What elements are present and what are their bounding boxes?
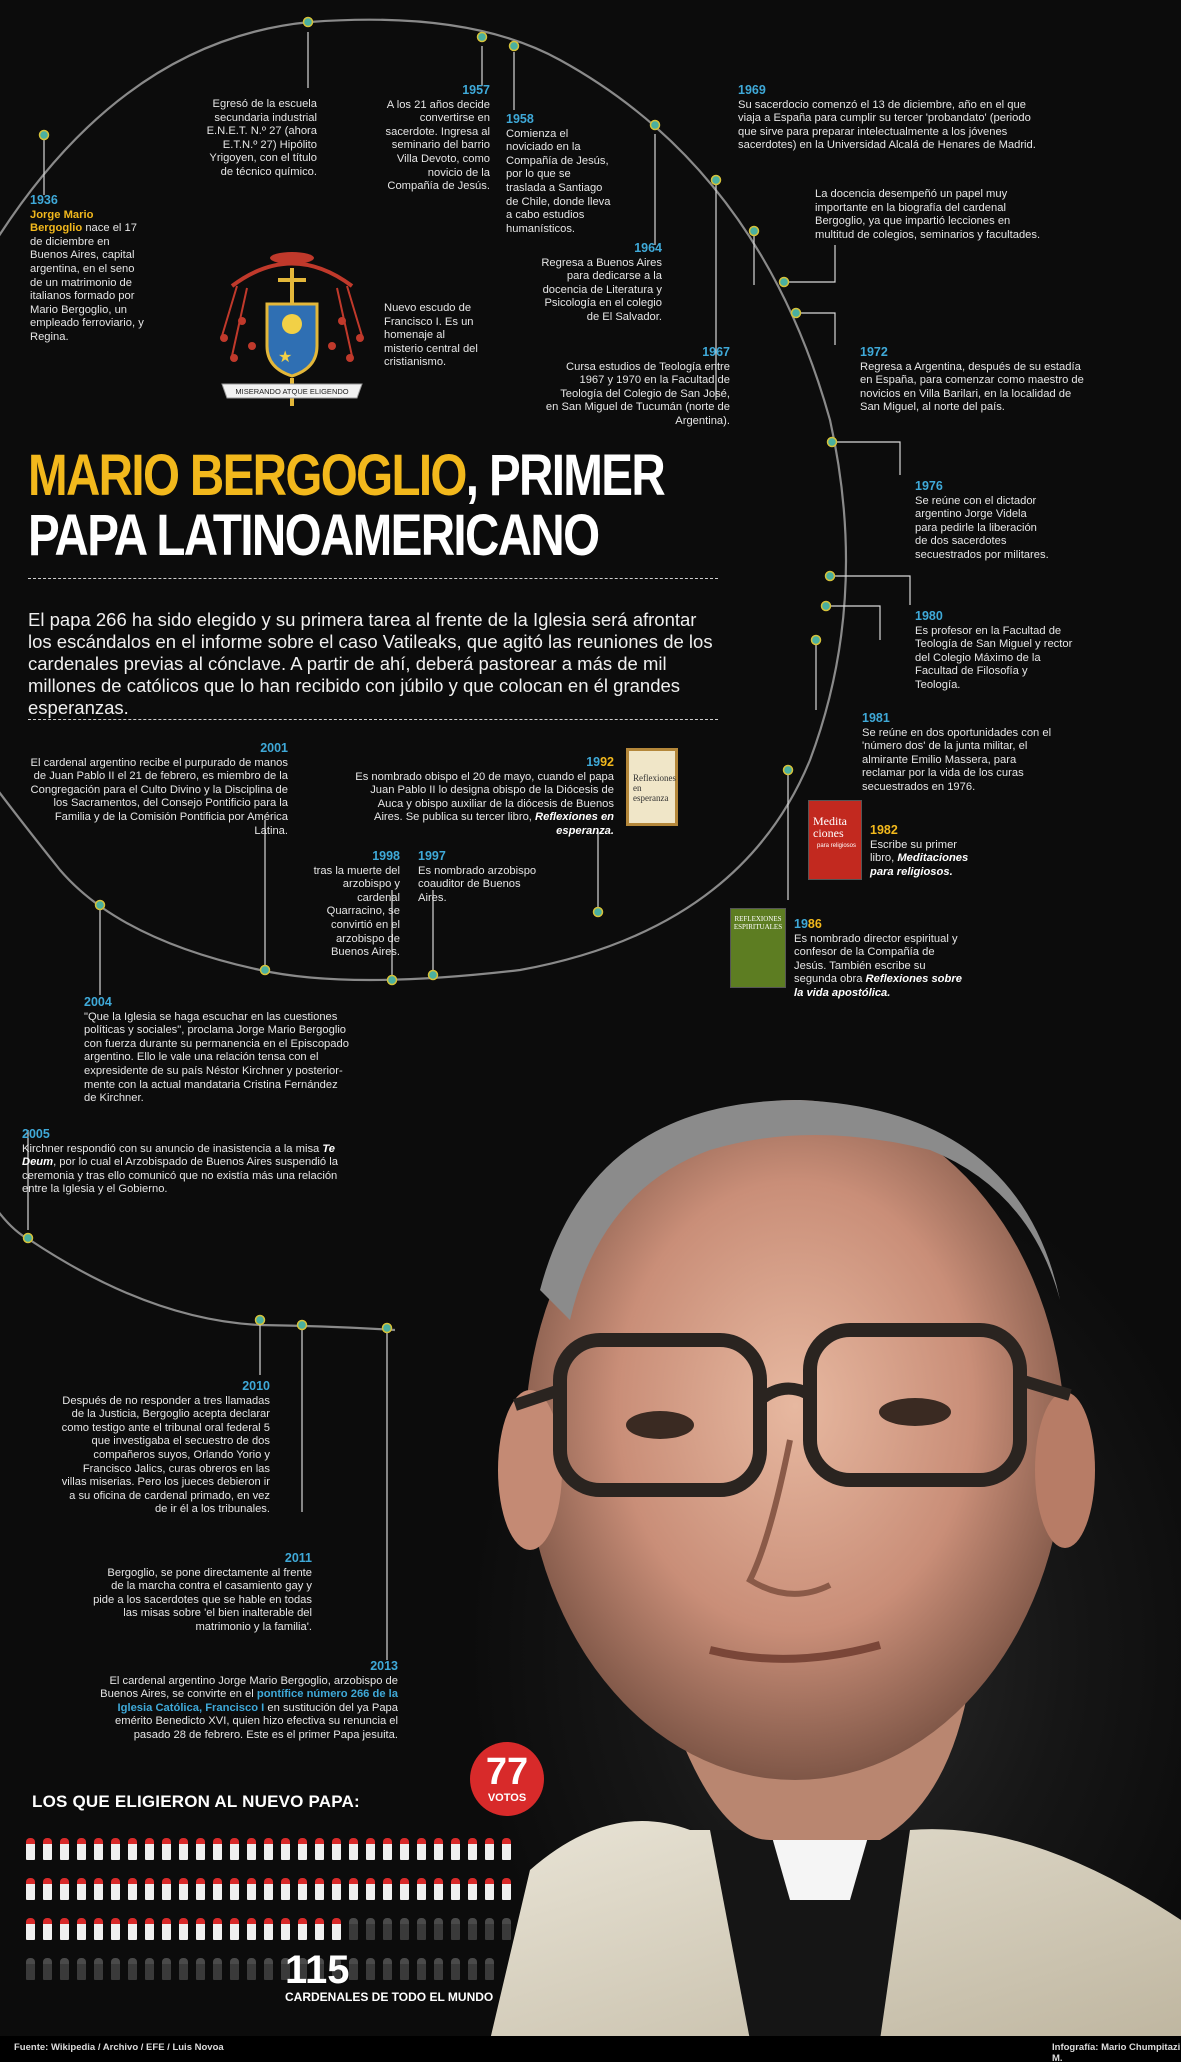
cardinal-voter-icon bbox=[230, 1878, 239, 1900]
event-text: Es profesor en la Facultad de Teología de San Miguel y rector del Colegio Máximo de la Facultad de Filosofía y Teología. bbox=[915, 624, 1073, 691]
event-year: 1958 bbox=[506, 112, 534, 126]
cardinal-voter-icon bbox=[281, 1918, 290, 1940]
cardinal-voter-icon bbox=[315, 1838, 324, 1860]
cardinal-voter-icon bbox=[485, 1838, 494, 1860]
cardinal-icon bbox=[264, 1958, 273, 1980]
event-highlight: pontífice número 266 de la Iglesia Católica, Francisco I bbox=[117, 1688, 398, 1714]
event-text: Su sacerdocio comenzó el 13 de diciembre, año en el que viaja a España para cumplir su tercer 'probandato' (periodo que sirve para preparar intelectualmente a los jóvenes sacerdotes) en la Universidad Alcalá de Henares de Madrid. bbox=[738, 98, 1036, 152]
cardinal-voter-icon bbox=[247, 1918, 256, 1940]
event-1982 bbox=[870, 824, 975, 879]
event-1957 bbox=[385, 84, 490, 194]
cardinal-icon bbox=[468, 1918, 477, 1940]
event-year: 1976 bbox=[915, 479, 943, 493]
cardinal-icon bbox=[485, 1918, 494, 1940]
cardinal-icon bbox=[502, 1918, 511, 1940]
cardinal-voter-icon bbox=[179, 1878, 188, 1900]
cardinal-voter-icon bbox=[94, 1918, 103, 1940]
event-year-b: 86 bbox=[807, 917, 822, 931]
cardinal-icon bbox=[383, 1918, 392, 1940]
event-text: A los 21 años decide convertirse en sacerdote. Ingresa al seminario del barrio Villa Devoto, como novicio de la Compañía de Jesús. bbox=[385, 98, 490, 193]
cardinal-icon bbox=[230, 1958, 239, 1980]
event-text: Comienza el noviciado en la Compañía de Jesús, por lo que se traslada a Santiago de Chile, donde lleva a cabo estudios humanísticos. bbox=[506, 127, 611, 235]
book-cover-1992 bbox=[626, 748, 678, 826]
event-2001 bbox=[28, 742, 288, 838]
cardinal-voter-icon bbox=[213, 1918, 222, 1940]
votes-badge bbox=[470, 1742, 544, 1816]
cardinal-voter-icon bbox=[26, 1878, 35, 1900]
cardinal-voter-icon bbox=[111, 1918, 120, 1940]
event-1986 bbox=[794, 918, 969, 1001]
cardinal-voter-icon bbox=[145, 1878, 154, 1900]
event-year-a: 19 bbox=[794, 917, 808, 931]
cardinal-voter-icon bbox=[179, 1918, 188, 1940]
cardinal-icon bbox=[247, 1958, 256, 1980]
cardinal-voter-icon bbox=[26, 1918, 35, 1940]
cardinal-voter-icon bbox=[434, 1878, 443, 1900]
cardinal-voter-icon bbox=[128, 1878, 137, 1900]
total-cardinals bbox=[285, 1950, 493, 2004]
event-1976 bbox=[915, 480, 1050, 563]
cardinal-icon bbox=[366, 1918, 375, 1940]
cardinal-voter-icon bbox=[451, 1838, 460, 1860]
cardinal-voter-icon bbox=[281, 1838, 290, 1860]
cardinal-voter-icon bbox=[128, 1838, 137, 1860]
event-1936 bbox=[30, 194, 145, 345]
event-2011 bbox=[92, 1552, 312, 1635]
event-1958 bbox=[506, 113, 611, 236]
divider bbox=[28, 578, 718, 579]
event-year: 2004 bbox=[84, 995, 112, 1009]
cardinal-voter-icon bbox=[366, 1878, 375, 1900]
title-rest: , PRIMER bbox=[465, 443, 665, 508]
cardinal-voter-icon bbox=[349, 1878, 358, 1900]
event-1998 bbox=[300, 850, 400, 960]
event-text: Escribe su primer libro, bbox=[870, 838, 958, 865]
cardinal-icon bbox=[179, 1958, 188, 1980]
book-line: para religiosos bbox=[817, 843, 857, 849]
event-1972 bbox=[860, 346, 1085, 415]
book-line: Medita bbox=[813, 814, 847, 828]
event-year: 1969 bbox=[738, 83, 766, 97]
cardinal-voter-icon bbox=[383, 1838, 392, 1860]
cardinal-voter-icon bbox=[468, 1838, 477, 1860]
event-1997 bbox=[418, 850, 548, 905]
cardinal-voter-icon bbox=[111, 1878, 120, 1900]
total-number: 115 bbox=[285, 1948, 350, 1992]
cardinal-voter-icon bbox=[264, 1918, 273, 1940]
cardinal-icon bbox=[111, 1958, 120, 1980]
cardinal-voter-icon bbox=[468, 1878, 477, 1900]
event-year-b: 92 bbox=[600, 755, 614, 769]
event-year: 2013 bbox=[370, 1659, 398, 1673]
event-text: Es nombrado director espiritual y confesor de la Compañía de Jesús. También escribe su segunda obra bbox=[794, 932, 958, 986]
event-text: Es nombrado obispo el 20 de mayo, cuando el papa Juan Pablo II lo designa obispo de la Diócesis de Auca y obispo auxiliar de la diócesis de Buenos Aires. Se publica su tercer libro, bbox=[355, 770, 614, 824]
cardinal-icon bbox=[77, 1958, 86, 1980]
cardinal-voter-icon bbox=[400, 1878, 409, 1900]
event-year: 1998 bbox=[372, 849, 400, 863]
cardinal-voter-icon bbox=[43, 1838, 52, 1860]
event-year: 2010 bbox=[242, 1379, 270, 1393]
event-2005 bbox=[22, 1128, 352, 1197]
cardinal-voter-icon bbox=[162, 1838, 171, 1860]
event-text: Cursa estudios de Teología entre 1967 y 1970 en la Facultad de Teología del Colegio de San José, en San Miguel de Tucumán (norte de Argentina). bbox=[545, 360, 730, 427]
cardinal-voter-icon bbox=[196, 1878, 205, 1900]
event-docencia: La docencia desempeñó un papel muy importante en la biografía del cardenal Bergoglio, ya que impartió lecciones en multitud de colegios, seminarios y facultades. bbox=[815, 188, 1041, 241]
cardinal-icon bbox=[94, 1958, 103, 1980]
cardinal-voter-icon bbox=[247, 1878, 256, 1900]
event-year: 1936 bbox=[30, 193, 58, 207]
cardinal-icon bbox=[434, 1918, 443, 1940]
lead-paragraph: El papa 266 ha sido elegido y su primera tarea al frente de la Iglesia será afrontar los escándalos en el informe sobre el caso Vatileaks, que agitó las reuniones de los cardenales previas al cónclave. A partir de ahí, deberá pastorear a más de mil millones de católicos que lo han recibido con júbilo y que colocan en él grandes esperanzas. bbox=[28, 609, 713, 718]
cardinal-voter-icon bbox=[315, 1878, 324, 1900]
cardinal-voter-icon bbox=[434, 1838, 443, 1860]
cardinal-icon bbox=[196, 1958, 205, 1980]
event-book: Reflexiones sobre la vida apostólica. bbox=[794, 973, 962, 999]
cardinal-voter-icon bbox=[128, 1918, 137, 1940]
event-text: Kirchner respondió con su anuncio de inasistencia a la misa bbox=[22, 1142, 323, 1155]
cardinal-voter-icon bbox=[264, 1878, 273, 1900]
event-year: 1964 bbox=[634, 241, 662, 255]
cardinal-voter-icon bbox=[77, 1878, 86, 1900]
cardinal-voter-icon bbox=[230, 1838, 239, 1860]
page-title bbox=[28, 443, 665, 568]
event-text2: , por lo cual el Arzobispado de Buenos Aires suspendió la ceremonia y tras ello comunicó que no existía más una relación entre la Iglesia y el Gobierno. bbox=[22, 1156, 338, 1196]
book-line: Reflexiones bbox=[633, 773, 676, 783]
event-text: Se reúne en dos oportunidades con el 'número dos' de la junta militar, el almirante Emilio Massera, para reclamar por la vida de los curas secuestrados en 1976. bbox=[862, 726, 1052, 793]
event-text: "Que la Iglesia se haga escuchar en las cuestiones políticas y sociales", proclama Jorge Mario Bergoglio con fuerza durante su permanencia en el Episcopado argentino. Ello le vale una relación tensa con el expresidente de su país Néstor Kirchner y posterior-mente con la actual mandataria Cristina Fernández de Kirchner. bbox=[84, 1010, 349, 1105]
cardinal-icon bbox=[451, 1918, 460, 1940]
event-text: Regresa a Argentina, después de su estadía en España, para comenzar como maestro de novicios en Villa Barilari, en la localidad de San Miguel, al norte del país. bbox=[860, 360, 1084, 414]
event-year: 1981 bbox=[862, 711, 890, 725]
event-egreso: Egresó de la escuela secundaria industrial E.N.E.T. N.º 27 (ahora E.T.N.º 27) Hipólito Yrigoyen, con el título de técnico químico. bbox=[206, 98, 317, 178]
svg-text:★: ★ bbox=[278, 347, 293, 366]
title-line2: PAPA LATINOAMERICANO bbox=[28, 503, 599, 568]
event-year: 1967 bbox=[702, 345, 730, 359]
cardinal-voter-icon bbox=[417, 1838, 426, 1860]
event-year: 2005 bbox=[22, 1127, 50, 1141]
event-1980 bbox=[915, 610, 1075, 693]
cardinal-voter-icon bbox=[94, 1878, 103, 1900]
cardinal-voter-icon bbox=[247, 1838, 256, 1860]
cardinal-icon bbox=[145, 1958, 154, 1980]
event-book: Reflexiones en esperanza. bbox=[535, 811, 614, 837]
book-line: esperanza bbox=[633, 793, 669, 803]
event-1981 bbox=[862, 712, 1062, 795]
cardinal-voter-icon bbox=[60, 1878, 69, 1900]
cardinal-voter-icon bbox=[196, 1838, 205, 1860]
event-text: El cardenal argentino recibe el purpurado de manos de Juan Pablo II el 21 de febrero, es miembro de la Congregación para el Culto Divino y la Disciplina de los Sacramentos, del Consejo Pontificio para la Familia y de la Comisión Pontificia por América Latina. bbox=[30, 756, 288, 837]
cardinal-voter-icon bbox=[179, 1838, 188, 1860]
cardinal-voter-icon bbox=[366, 1838, 375, 1860]
coat-motto: MISERANDO ATQUE ELIGENDO bbox=[235, 387, 349, 396]
voters-heading: LOS QUE ELIGIERON AL NUEVO PAPA: bbox=[32, 1792, 360, 1811]
cardinal-icon bbox=[26, 1958, 35, 1980]
event-year: 2011 bbox=[284, 1551, 312, 1565]
total-label: CARDENALES DE TODO EL MUNDO bbox=[285, 1990, 494, 2004]
author-credit: Infografía: Mario Chumpitazi M. bbox=[1052, 2042, 1181, 2062]
cardinal-icon bbox=[417, 1918, 426, 1940]
cardinal-voter-icon bbox=[417, 1878, 426, 1900]
book-line: en bbox=[633, 783, 642, 793]
event-1964 bbox=[530, 242, 662, 325]
event-year: 1957 bbox=[462, 83, 490, 97]
event-text: Se reúne con el dictador argentino Jorge Videla para pedirle la liberación de dos sacerdotes secuestrados por militares. bbox=[915, 494, 1049, 561]
cardinal-voter-icon bbox=[77, 1838, 86, 1860]
source-credit: Fuente: Wikipedia / Archivo / EFE / Luis Novoa bbox=[14, 2042, 224, 2053]
cardinal-voter-icon bbox=[315, 1918, 324, 1940]
event-emphasis: Te Deum bbox=[22, 1142, 336, 1169]
event-year: 1997 bbox=[418, 849, 446, 863]
title-highlight: MARIO BERGOGLIO bbox=[28, 443, 466, 508]
book-line: ESPIRITUALES bbox=[733, 923, 783, 931]
cardinal-voter-icon bbox=[383, 1878, 392, 1900]
event-year: 1982 bbox=[870, 823, 898, 837]
divider bbox=[28, 719, 718, 720]
cardinal-icon bbox=[349, 1918, 358, 1940]
cardinal-voter-icon bbox=[298, 1838, 307, 1860]
cardinal-voter-icon bbox=[332, 1918, 341, 1940]
event-year-a: 19 bbox=[586, 755, 601, 769]
event-2010 bbox=[60, 1380, 270, 1517]
cardinal-voter-icon bbox=[145, 1918, 154, 1940]
event-text: Después de no responder a tres llamadas de la Justicia, Bergoglio acepta declarar como testigo ante el tribunal oral federal 5 que investigaba el secuestro de dos compañeros suyos, Orlando Yorio y Francisco Jalics, curas obreros en las villas miserias. Pero los jueces debieron ir a su oficina de cardenal primado, en vez de ir él a los tribunales. bbox=[61, 1394, 270, 1516]
cardinal-voter-icon bbox=[43, 1878, 52, 1900]
event-1967 bbox=[545, 346, 730, 429]
votes-label: VOTOS bbox=[487, 1792, 527, 1804]
cardinal-voter-icon bbox=[77, 1918, 86, 1940]
cardinal-voter-icon bbox=[162, 1878, 171, 1900]
cardinal-icon bbox=[162, 1958, 171, 1980]
cardinal-voter-icon bbox=[230, 1918, 239, 1940]
event-text: El cardenal argentino Jorge Mario Bergoglio, arzobispo de Buenos Aires, se convirte en el bbox=[100, 1674, 398, 1701]
event-2004 bbox=[84, 996, 349, 1106]
event-text: nace el 17 de diciembre en Buenos Aires, capital argentina, en el seno de un matrimonio de italianos formado por Mario Bergoglio, un empleado ferroviario, y Regina. bbox=[30, 222, 144, 343]
cardinal-voter-icon bbox=[332, 1878, 341, 1900]
event-text: Regresa a Buenos Aires para dedicarse a la docencia de Literatura y Psicología en el colegio de El Salvador. bbox=[541, 256, 662, 323]
event-year: 1972 bbox=[860, 345, 888, 359]
event-book: Meditaciones para religiosos. bbox=[870, 852, 969, 878]
event-year: 2001 bbox=[260, 741, 288, 755]
cardinal-voter-icon bbox=[60, 1918, 69, 1940]
cardinal-voter-icon bbox=[281, 1878, 290, 1900]
cardinal-voter-icon bbox=[349, 1838, 358, 1860]
cardinal-voter-icon bbox=[264, 1838, 273, 1860]
cardinal-icon bbox=[400, 1918, 409, 1940]
cardinal-voter-icon bbox=[43, 1918, 52, 1940]
event-1969 bbox=[738, 84, 1038, 153]
cardinal-icon bbox=[128, 1958, 137, 1980]
cardinal-icon bbox=[60, 1958, 69, 1980]
cardinal-voter-icon bbox=[332, 1838, 341, 1860]
cardinal-voter-icon bbox=[111, 1838, 120, 1860]
cardinal-icon bbox=[213, 1958, 222, 1980]
cardinal-voter-icon bbox=[451, 1878, 460, 1900]
event-text: Bergoglio, se pone directamente al frente de la marcha contra el casamiento gay y pide a los sacerdotes que se hable en todas las misas sobre 'el bien inalterable del matrimonio y la familia'. bbox=[93, 1566, 312, 1633]
cardinal-voter-icon bbox=[298, 1878, 307, 1900]
cardinal-voter-icon bbox=[400, 1838, 409, 1860]
coat-of-arms-icon bbox=[212, 246, 372, 416]
coat-caption: Nuevo escudo de Francisco I. Es un homenaje al misterio central del cristianismo. bbox=[384, 302, 478, 369]
cardinal-voter-icon bbox=[485, 1878, 494, 1900]
cardinal-voter-icon bbox=[213, 1838, 222, 1860]
cardinal-voter-icon bbox=[502, 1878, 511, 1900]
cardinal-voter-icon bbox=[502, 1838, 511, 1860]
event-1992 bbox=[352, 756, 614, 839]
book-cover-1986 bbox=[730, 908, 786, 988]
cardinal-icon bbox=[43, 1958, 52, 1980]
cardinal-voter-icon bbox=[26, 1838, 35, 1860]
cardinal-voter-icon bbox=[213, 1878, 222, 1900]
cardinal-voter-icon bbox=[60, 1838, 69, 1860]
cardinal-voter-icon bbox=[94, 1838, 103, 1860]
event-text: tras la muerte del arzobispo y cardenal Quarracino, se convirtió en el arzobispo de Buenos Aires. bbox=[313, 864, 400, 959]
book-line: REFLEXIONES bbox=[734, 915, 782, 923]
event-year: 1980 bbox=[915, 609, 943, 623]
event-text2: en sustitución del ya Papa emérito Benedicto XVI, quien hizo efectiva su renuncia el pasado 28 de febrero. Este es el primer Papa jesuita. bbox=[115, 1701, 398, 1741]
cardinal-voter-icon bbox=[298, 1918, 307, 1940]
event-name: Jorge Mario Bergoglio bbox=[30, 208, 94, 235]
event-text: Es nombrado arzobispo coauditor de Buenos Aires. bbox=[418, 864, 537, 904]
book-line: ciones bbox=[813, 826, 844, 840]
cardinal-voter-icon bbox=[162, 1918, 171, 1940]
votes-number: 77 bbox=[485, 1751, 529, 1793]
cardinal-voter-icon bbox=[196, 1918, 205, 1940]
cardinal-voter-icon bbox=[145, 1838, 154, 1860]
book-cover-1982 bbox=[808, 800, 862, 880]
event-2013 bbox=[80, 1660, 398, 1743]
